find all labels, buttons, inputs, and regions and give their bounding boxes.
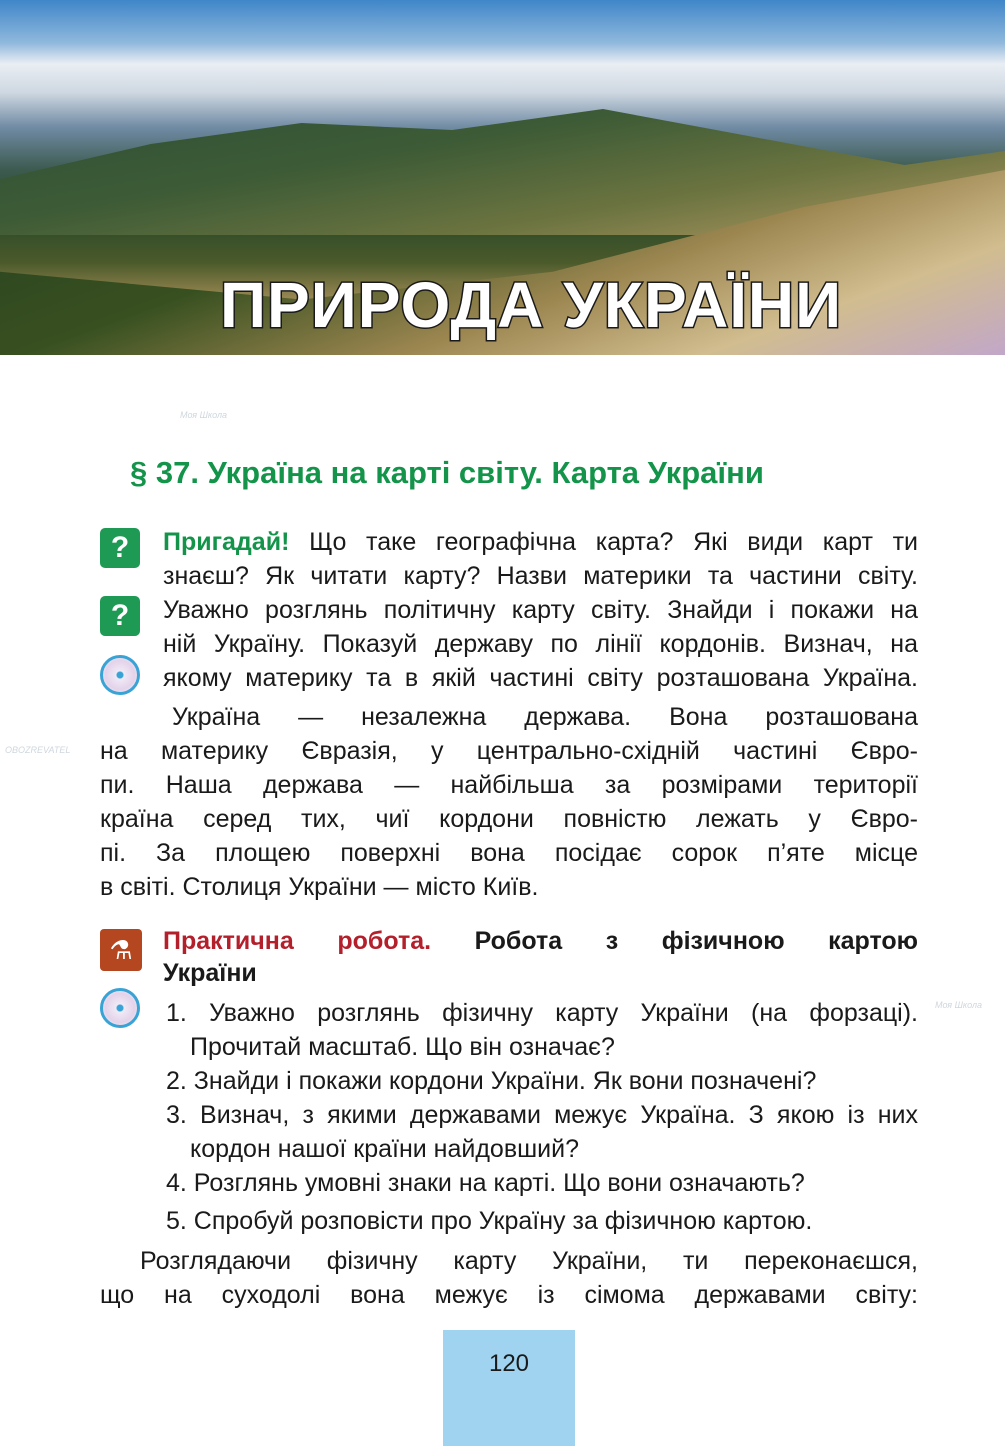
banner-mountain-photo — [0, 0, 1005, 355]
page-number: 120 — [488, 1350, 530, 1377]
list-item: 1. Уважно розглянь фізичну карту України (на форзаці). — [166, 999, 918, 1027]
section-heading: § 37. Україна на карті світу. Карта України — [130, 455, 764, 490]
list-item: кордон нашої країни найдовший? — [190, 1135, 580, 1163]
remember-text: Що таке географічна карта? Які види карт ти — [309, 528, 918, 556]
paragraph-line: в світі. Столиця України — місто Київ. — [100, 873, 539, 901]
disc-icon — [100, 988, 140, 1028]
list-item: 3. Визнач, з якими державами межує Україна. З якою із них — [166, 1101, 918, 1129]
watermark: OBOZREVATEL — [5, 745, 71, 755]
task-line: якому материку та в якій частині світу розташована Україна. — [163, 664, 918, 692]
watermark: Моя Школа — [180, 410, 228, 420]
practical-title: Робота з фізичною картою — [474, 927, 918, 955]
paragraph-line: на материку Євразія, у центрально-східній частині Євро- — [100, 737, 918, 765]
task-line: ній Україну. Показуй державу по лінії кордонів. Визнач, на — [163, 630, 918, 658]
paragraph-line: пи. Наша держава — найбільша за розмірами території — [100, 771, 918, 799]
question-icon: ? — [100, 596, 140, 636]
practical-label: Практична робота. — [163, 927, 432, 955]
question-icon: ? — [100, 528, 140, 568]
remember-line — [163, 527, 918, 557]
practical-title-line: України — [163, 959, 257, 987]
list-item: 5. Спробуй розповісти про Україну за фізичною картою. — [166, 1207, 813, 1235]
paragraph-line: пі. За площею поверхні вона посідає сорок п’яте місце — [100, 839, 918, 867]
lab-flask-icon: ⚗ — [100, 929, 142, 971]
list-item: 4. Розглянь умовні знаки на карті. Що вони означають? — [166, 1169, 805, 1197]
remember-label: Пригадай! — [163, 528, 290, 556]
practical-title-line — [163, 926, 918, 956]
paragraph-line: країна серед тих, чиї кордони повністю лежать у Євро- — [100, 805, 918, 833]
task-line: Уважно розглянь політичну карту світу. Знайди і покажи на — [163, 596, 918, 624]
chapter-title: ПРИРОДА УКРАЇНИ — [220, 269, 843, 341]
paragraph-line: що на суходолі вона межує із сімома державами світу: — [100, 1281, 918, 1309]
list-item: Прочитай масштаб. Що він означає? — [190, 1033, 615, 1061]
paragraph-line: Україна — незалежна держава. Вона розташована — [172, 703, 918, 731]
watermark: Моя Школа — [935, 1000, 983, 1010]
disc-icon — [100, 655, 140, 695]
paragraph-line: Розглядаючи фізичну карту України, ти переконаєшся, — [140, 1247, 918, 1275]
remember-line: знаєш? Як читати карту? Назви материки та частини світу. — [163, 562, 918, 590]
page-number-box — [443, 1330, 575, 1446]
list-item: 2. Знайди і покажи кордони України. Як вони позначені? — [166, 1067, 817, 1095]
